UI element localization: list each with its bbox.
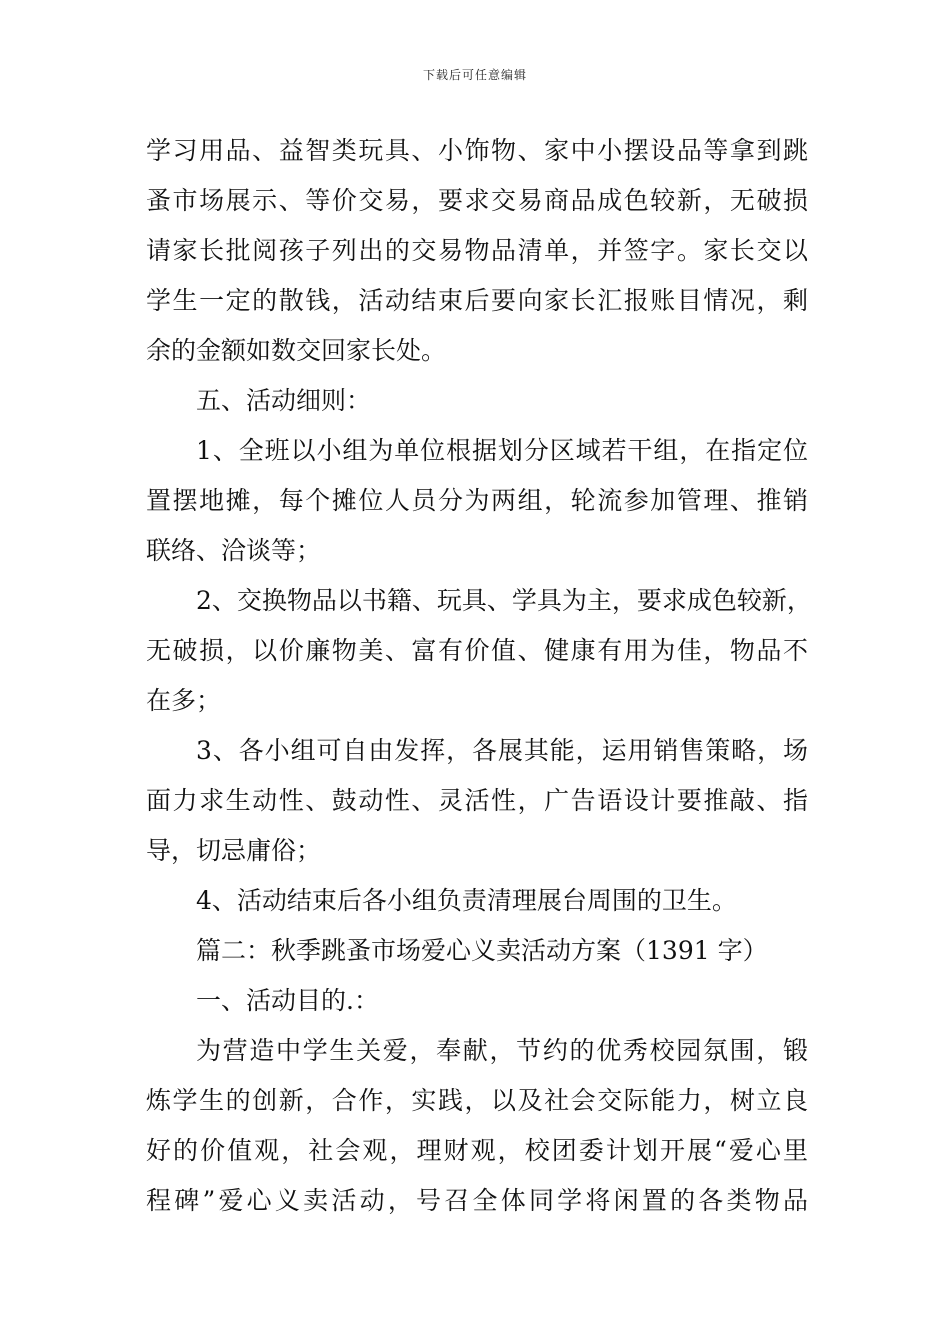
- text-line-4: 学生一定的散钱，活动结束后要向家长汇报账目情况，剩: [146, 286, 808, 315]
- rule-2-line-2: 无破损，以价廉物美、富有价值、健康有用为佳，物品不: [146, 636, 808, 665]
- text-line-1: 学习用品、益智类玩具、小饰物、家中小摆设品等拿到跳: [146, 136, 808, 165]
- rule-3-line-2: 面力求生动性、鼓动性、灵活性，广告语设计要推敲、指: [146, 786, 808, 815]
- rule-2-line-3: 在多；: [146, 686, 222, 715]
- section-heading-rules: 五、活动细则：: [196, 386, 372, 415]
- section-heading-purpose: 一、活动目的.：: [196, 986, 379, 1015]
- page-header: 下载后可任意编辑: [422, 68, 527, 82]
- purpose-line-2: 炼学生的创新，合作，实践，以及社会交际能力，树立良: [146, 1086, 808, 1115]
- text-line-5: 余的金额如数交回家长处。: [146, 336, 447, 365]
- document-body: [146, 126, 812, 1226]
- rule-2-line-1: 2、交换物品以书籍、玩具、学具为主，要求成色较新，: [196, 586, 812, 615]
- text-line-3: 请家长批阅孩子列出的交易物品清单，并签字。家长交以: [146, 236, 808, 265]
- rule-3-line-1: 3、各小组可自由发挥，各展其能，运用销售策略，场: [196, 736, 808, 765]
- rule-3-line-3: 导，切忌庸俗；: [146, 836, 322, 865]
- text-line-2: 蚤市场展示、等价交易，要求交易商品成色较新，无破损: [146, 186, 808, 215]
- rule-1-line-1: 1、全班以小组为单位根据划分区域若干组，在指定位: [196, 436, 808, 465]
- rule-1-line-3: 联络、洽谈等；: [146, 536, 322, 565]
- purpose-line-4: 程碑”爱心义卖活动，号召全体同学将闲置的各类物品: [146, 1186, 808, 1215]
- chapter-title: 篇二：秋季跳蚤市场爱心义卖活动方案（1391 字）: [196, 936, 768, 965]
- purpose-line-3: 好的价值观，社会观，理财观，校团委计划开展“爱心里: [146, 1136, 808, 1165]
- rule-4-line-1: 4、活动结束后各小组负责清理展台周围的卫生。: [196, 886, 737, 915]
- rule-1-line-2: 置摆地摊，每个摊位人员分为两组，轮流参加管理、推销: [146, 486, 808, 515]
- purpose-line-1: 为营造中学生关爱，奉献，节约的优秀校园氛围，锻: [196, 1036, 808, 1065]
